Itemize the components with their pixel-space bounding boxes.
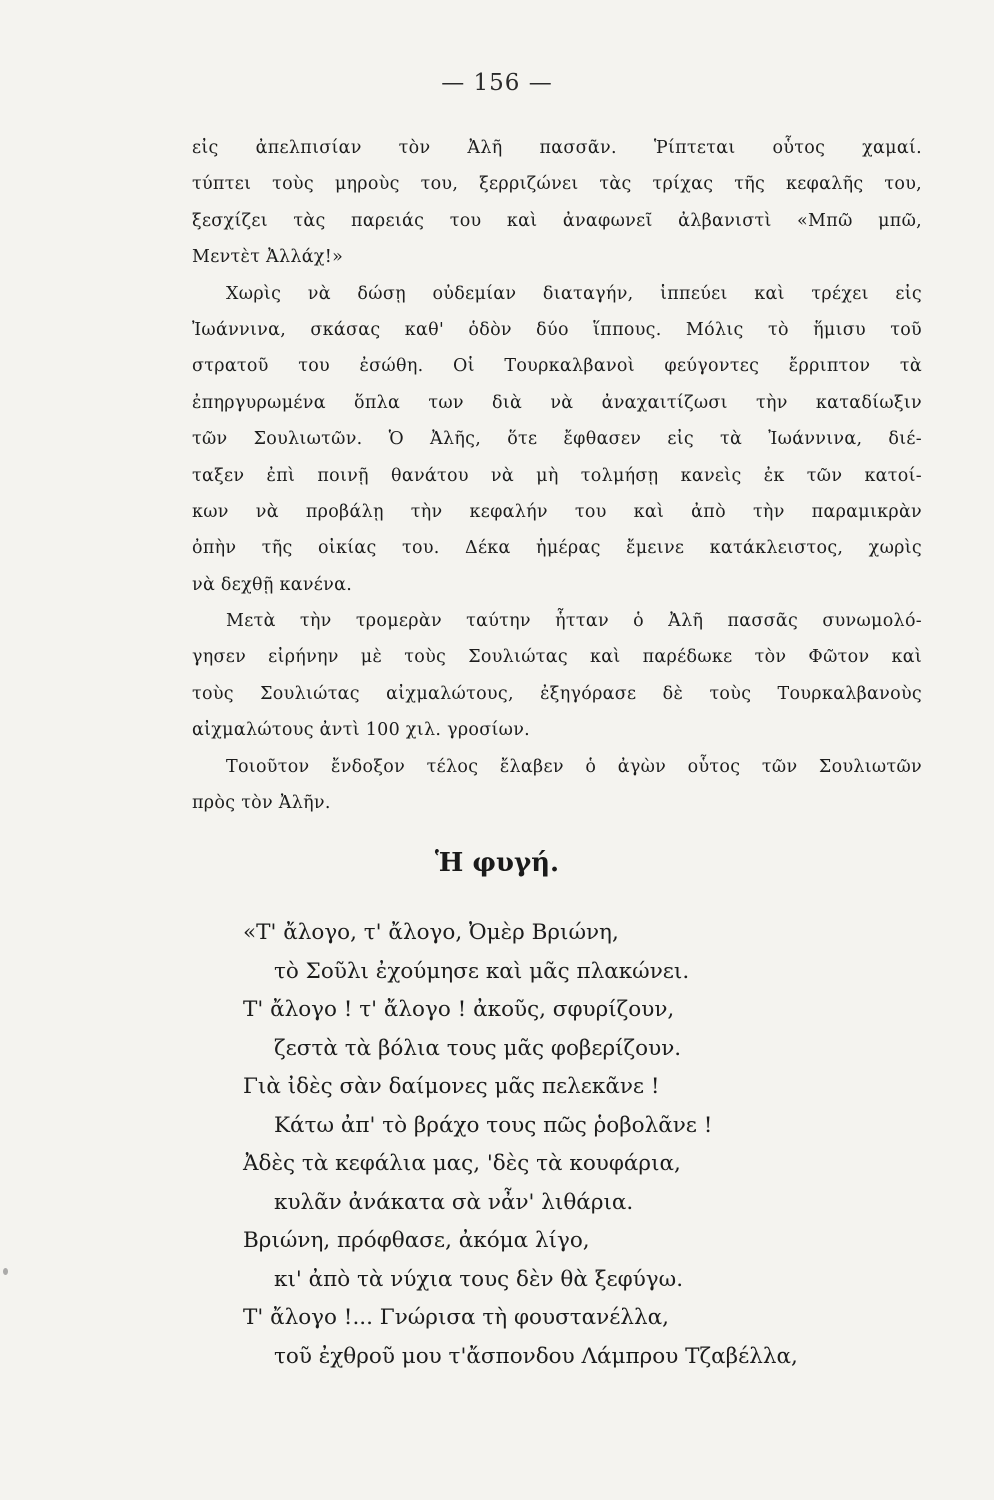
prose-line: Τοιοῦτον ἔνδοξον τέλος ἔλαβεν ὁ ἀγὼν οὗτος τῶν Σουλιωτῶν: [226, 756, 922, 777]
poem-line: Ἀδὲς τὰ κεφάλια μας, 'δὲς τὰ κουφάρια,: [243, 1151, 681, 1176]
prose-line: τοὺς Σουλιώτας αἰχμαλώτους, ἐξηγόρασε δὲ τοὺς Τουρκαλβανοὺς: [192, 683, 922, 704]
prose-line: ἐπηργυρωμένα ὅπλα των διὰ νὰ ἀναχαιτίζωσι τὴν καταδίωξιν: [192, 392, 922, 413]
section-heading: Ἡ φυγή.: [434, 848, 560, 878]
poem-line: Γιὰ ἰδὲς σὰν δαίμονες μᾶς πελεκᾶνε !: [243, 1074, 660, 1099]
prose-line: Μετὰ τὴν τρομερὰν ταύτην ἧτταν ὁ Ἀλῆ πασσᾶς συνωμολό-: [226, 611, 922, 632]
prose-line: ὀπὴν τῆς οἰκίας του. Δέκα ἡμέρας ἔμεινε κατάκλειστος, χωρὶς: [192, 538, 922, 559]
poem-line: τὸ Σοῦλι ἐχούμησε καὶ μᾶς πλακώνει.: [274, 958, 690, 984]
poem-body: [243, 914, 943, 1376]
poem-line: «Τ' ἄλογο, τ' ἄλογο, Ὀμὲρ Βριώνη,: [243, 920, 619, 945]
prose-body: [192, 130, 922, 821]
prose-line: αἰχμαλώτους ἀντὶ 100 χιλ. γροσίων.: [192, 720, 531, 741]
prose-line: εἰς ἀπελπισίαν τὸν Ἀλῆ πασσᾶν. Ῥίπτεται οὗτος χαμαί.: [192, 138, 922, 158]
poem-line: Τ' ἄλογο ! τ' ἄλογο ! ἀκοῦς, σφυρίζουν,: [243, 997, 675, 1022]
prose-line: πρὸς τὸν Ἀλῆν.: [192, 793, 331, 814]
prose-line: νὰ δεχθῇ κανένα.: [192, 574, 353, 595]
prose-line: Μεντὲτ Ἀλλάχ!»: [192, 247, 344, 268]
prose-line: στρατοῦ του ἐσώθη. Οἱ Τουρκαλβανοὶ φεύγοντες ἔρριπτον τὰ: [192, 356, 922, 377]
poem-line: τοῦ ἐχθροῦ μου τ'ἄσπονδου Λάμπρου Τζαβέλλα,: [274, 1343, 798, 1369]
poem-line: κι' ἀπὸ τὰ νύχια τους δὲν θὰ ξεφύγω.: [274, 1266, 684, 1292]
prose-line: ταξεν ἐπὶ ποινῇ θανάτου νὰ μὴ τολμήσῃ κανεὶς ἐκ τῶν κατοί-: [192, 465, 922, 486]
poem-line: ζεστὰ τὰ βόλια τους μᾶς φοβερίζουν.: [274, 1035, 682, 1061]
poem-line: κυλᾶν ἀνάκατα σὰ νἆν' λιθάρια.: [274, 1189, 634, 1215]
prose-line: τῶν Σουλιωτῶν. Ὁ Ἀλῆς, ὅτε ἔφθασεν εἰς τὰ Ἰωάννινα, διέ-: [192, 429, 922, 450]
page-number: — 156 —: [441, 70, 553, 96]
prose-line: τύπτει τοὺς μηροὺς του, ξερριζώνει τὰς τρίχας τῆς κεφαλῆς του,: [192, 174, 922, 195]
prose-line: Ἰωάννινα, σκάσας καθ' ὁδὸν δύο ἵππους. Μόλις τὸ ἥμισυ τοῦ: [192, 319, 922, 340]
poem-line: Τ' ἄλογο !... Γνώρισα τὴ φουστανέλλα,: [243, 1305, 669, 1330]
prose-line: ξεσχίζει τὰς παρειάς του καὶ ἀναφωνεῖ ἀλβανιστὶ «Μπῶ μπῶ,: [192, 210, 922, 231]
prose-line: Χωρὶς νὰ δώσῃ οὐδεμίαν διαταγήν, ἱππεύει καὶ τρέχει εἰς: [226, 283, 922, 304]
poem-line: Βριώνη, πρόφθασε, ἀκόμα λίγο,: [243, 1228, 590, 1253]
prose-line: γησεν εἰρήνην μὲ τοὺς Σουλιώτας καὶ παρέδωκε τὸν Φῶτον καὶ: [192, 647, 922, 668]
prose-line: κων νὰ προβάλῃ τὴν κεφαλήν του καὶ ἀπὸ τὴν παραμικρὰν: [192, 501, 922, 522]
paper-speck: [3, 1268, 8, 1275]
poem-line: Κάτω ἀπ' τὸ βράχο τους πῶς ῥοβολᾶνε !: [274, 1112, 713, 1138]
